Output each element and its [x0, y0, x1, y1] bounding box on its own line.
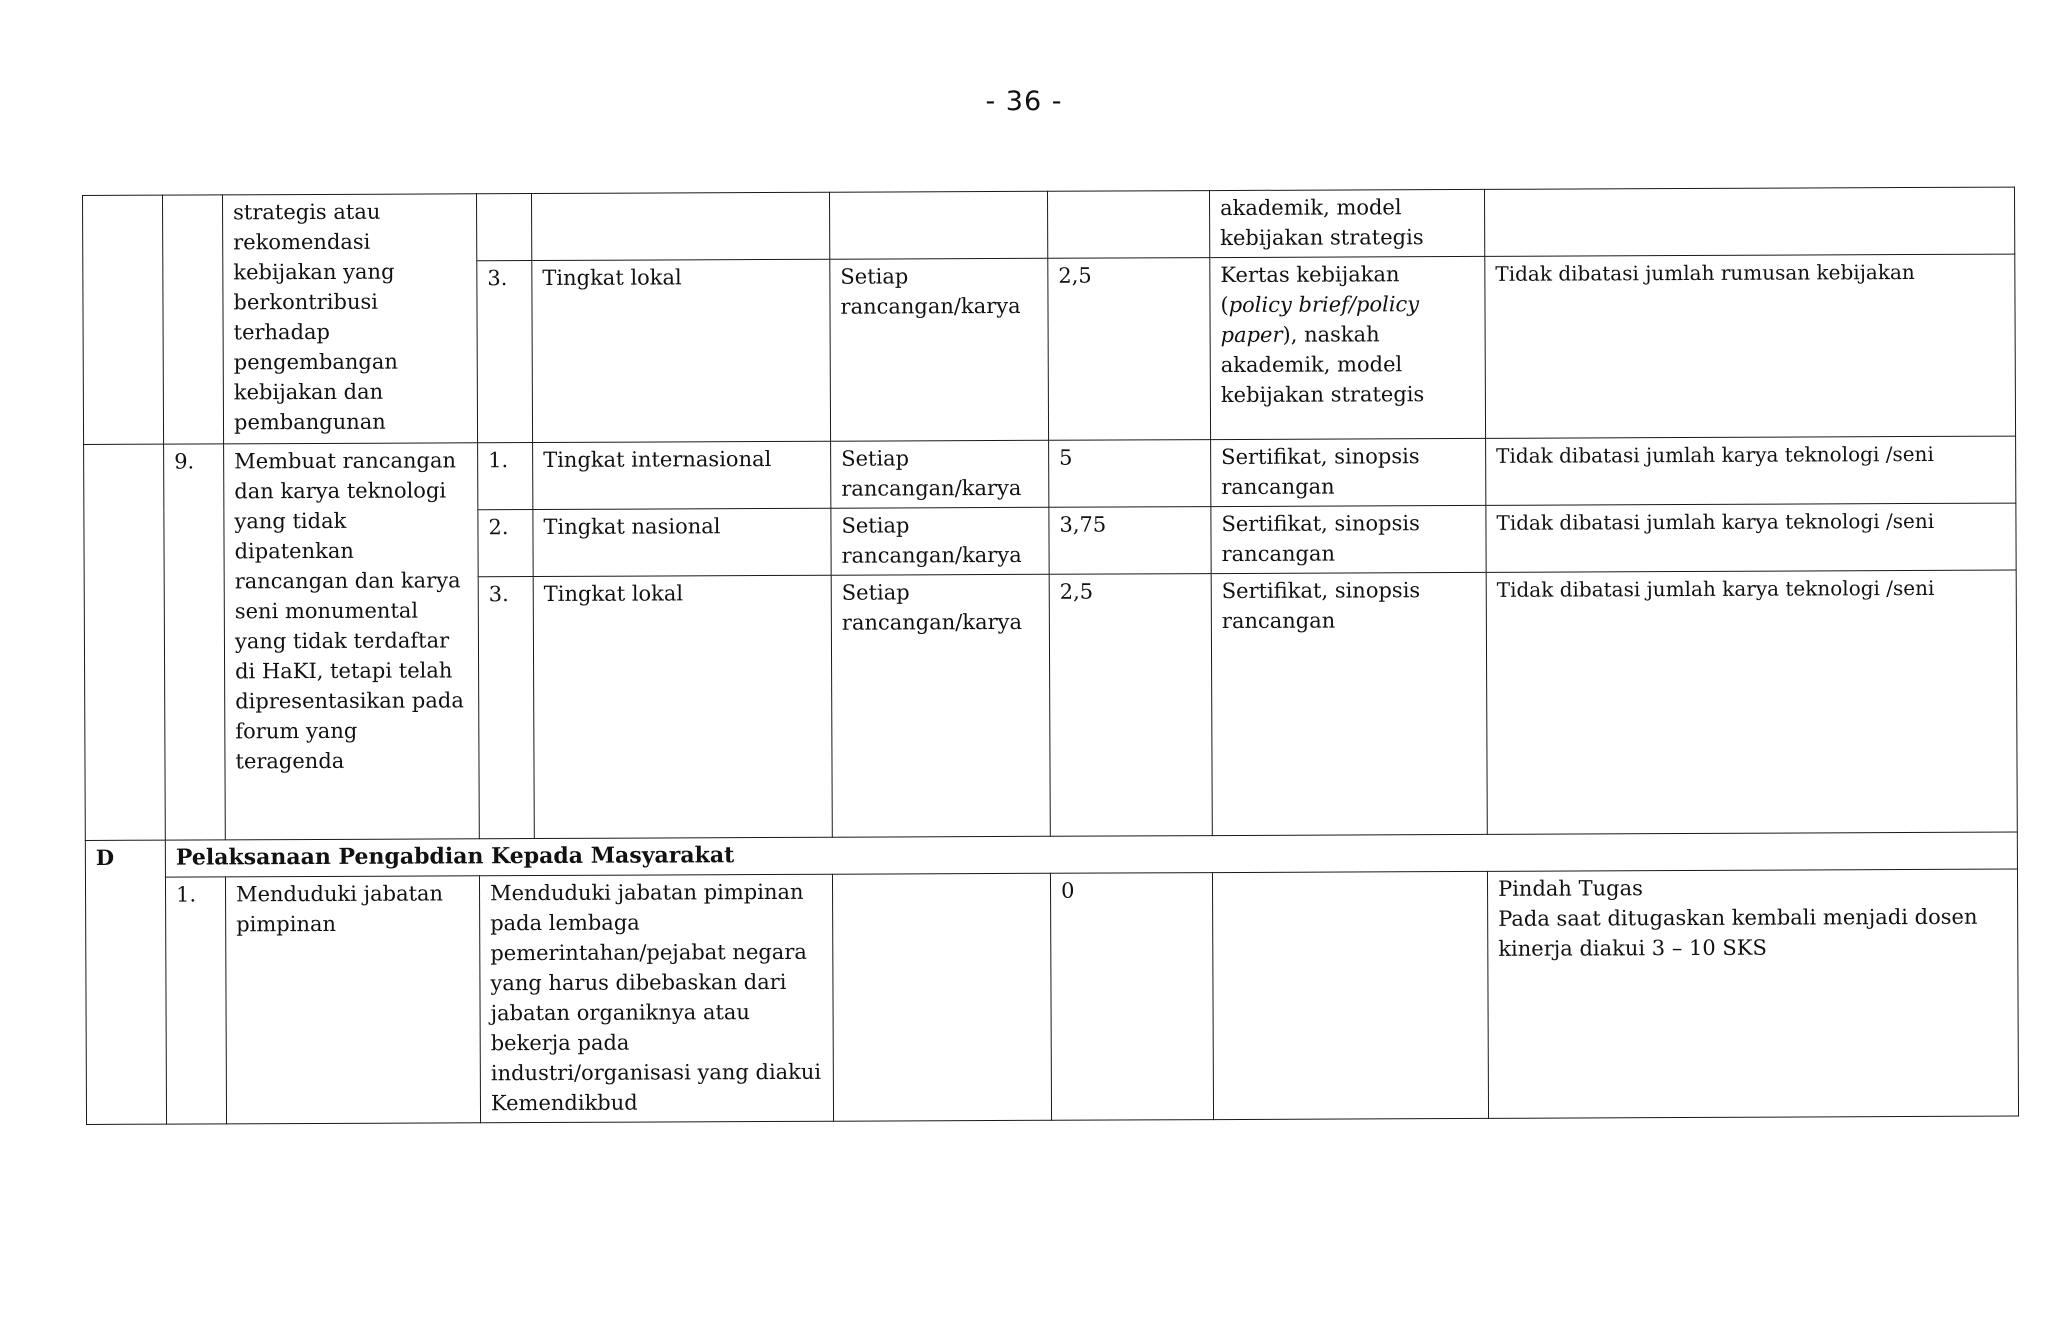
- page-number: - 36 -: [985, 86, 1063, 117]
- sub-number: 3.: [478, 577, 534, 839]
- credit-empty: [1047, 191, 1209, 259]
- evidence-empty: [1212, 871, 1488, 1119]
- section-letter: D: [85, 840, 166, 1124]
- item-description: Menduduki jabatan pimpinan pada lembaga pemerintahan/pejabat negara yang harus dibebaskan dari jabatan organiknya atau bekerja pada industri/organisasi yang diakui Kemendikbud: [479, 874, 833, 1123]
- row-9-international: [84, 436, 2016, 511]
- notes: [1487, 869, 2018, 1118]
- credit: 2,5: [1049, 574, 1212, 837]
- notes-empty: [1484, 187, 2014, 256]
- unit: Setiap rancangan/karya: [831, 574, 1050, 837]
- item-subject: Menduduki jabatan pimpinan: [225, 876, 480, 1124]
- notes: Tidak dibatasi jumlah rumusan kebijakan: [1485, 254, 2016, 438]
- unit-empty: [829, 191, 1047, 259]
- credit: 5: [1049, 440, 1211, 508]
- subject-line: kebijakan yang: [233, 259, 395, 285]
- level: Tingkat nasional: [533, 508, 831, 576]
- evidence-suffix: ), naskah akademik, model kebijakan strategis: [1220, 322, 1425, 408]
- credit: 2,5: [1048, 258, 1211, 441]
- section-title: Pelaksanaan Pengabdian Kepada Masyarakat: [165, 832, 2017, 877]
- evidence: [1210, 256, 1486, 439]
- subject-line: kebijakan dan: [233, 379, 384, 405]
- notes-title: Pindah Tugas: [1497, 876, 1643, 901]
- subject-line: strategis atau: [233, 199, 381, 225]
- subject-line: rekomendasi: [233, 229, 371, 255]
- number-cell-empty: [163, 195, 224, 444]
- level: Tingkat internasional: [533, 441, 831, 509]
- credit-table: [82, 187, 2019, 1125]
- evidence: Sertifikat, sinopsis rancangan: [1211, 572, 1487, 835]
- credit: 0: [1050, 873, 1213, 1121]
- subject-line: terhadap: [233, 319, 331, 345]
- sub-number: 2.: [478, 510, 533, 577]
- credit: 3,75: [1049, 507, 1211, 575]
- sub-number-empty: [476, 194, 531, 261]
- sub-number: 1.: [478, 443, 533, 510]
- notes: Tidak dibatasi jumlah karya teknologi /seni: [1486, 503, 2016, 572]
- unit: Setiap rancangan/karya: [830, 258, 1049, 441]
- evidence: Sertifikat, sinopsis rancangan: [1211, 505, 1486, 573]
- unit: Setiap rancangan/karya: [831, 507, 1049, 575]
- unit: Setiap rancangan/karya: [831, 440, 1049, 508]
- continued-row-top: [83, 187, 2015, 262]
- unit-empty: [832, 873, 1051, 1121]
- evidence-line: kebijakan strategis: [1220, 225, 1424, 251]
- item-number: 9.: [164, 444, 226, 840]
- section-d-row-1: [85, 869, 2018, 1124]
- sub-number: 3.: [477, 261, 533, 443]
- evidence-prefix: Kertas kebijakan (: [1220, 262, 1400, 318]
- continued-evidence: [1209, 189, 1484, 257]
- item-number: 1.: [165, 877, 226, 1124]
- notes: Tidak dibatasi jumlah karya teknologi /seni: [1486, 436, 2016, 505]
- level-empty: [531, 192, 829, 260]
- subject-line: pengembangan: [233, 349, 398, 375]
- section-cell-empty: [83, 195, 164, 444]
- item-subject: Membuat rancangan dan karya teknologi yang tidak dipatenkan rancangan dan karya seni monumental yang tidak terdaftar di HaKI, tetapi telah dipresentasikan pada forum yang teragenda: [224, 443, 480, 840]
- evidence-line: akademik, model: [1220, 195, 1402, 221]
- notes: Tidak dibatasi jumlah karya teknologi /seni: [1486, 570, 2017, 834]
- continued-subject: [223, 194, 478, 444]
- level: Tingkat lokal: [533, 575, 832, 838]
- evidence: Sertifikat, sinopsis rancangan: [1211, 438, 1486, 506]
- level: Tingkat lokal: [532, 259, 831, 442]
- evidence-italic: policy brief/policy paper: [1220, 292, 1420, 348]
- section-cell-empty: [84, 444, 166, 840]
- subject-line: berkontribusi: [233, 289, 378, 315]
- notes-body: Pada saat ditugaskan kembali menjadi dosen kinerja diakui 3 – 10 SKS: [1498, 904, 1978, 961]
- subject-line: pembangunan: [233, 409, 386, 435]
